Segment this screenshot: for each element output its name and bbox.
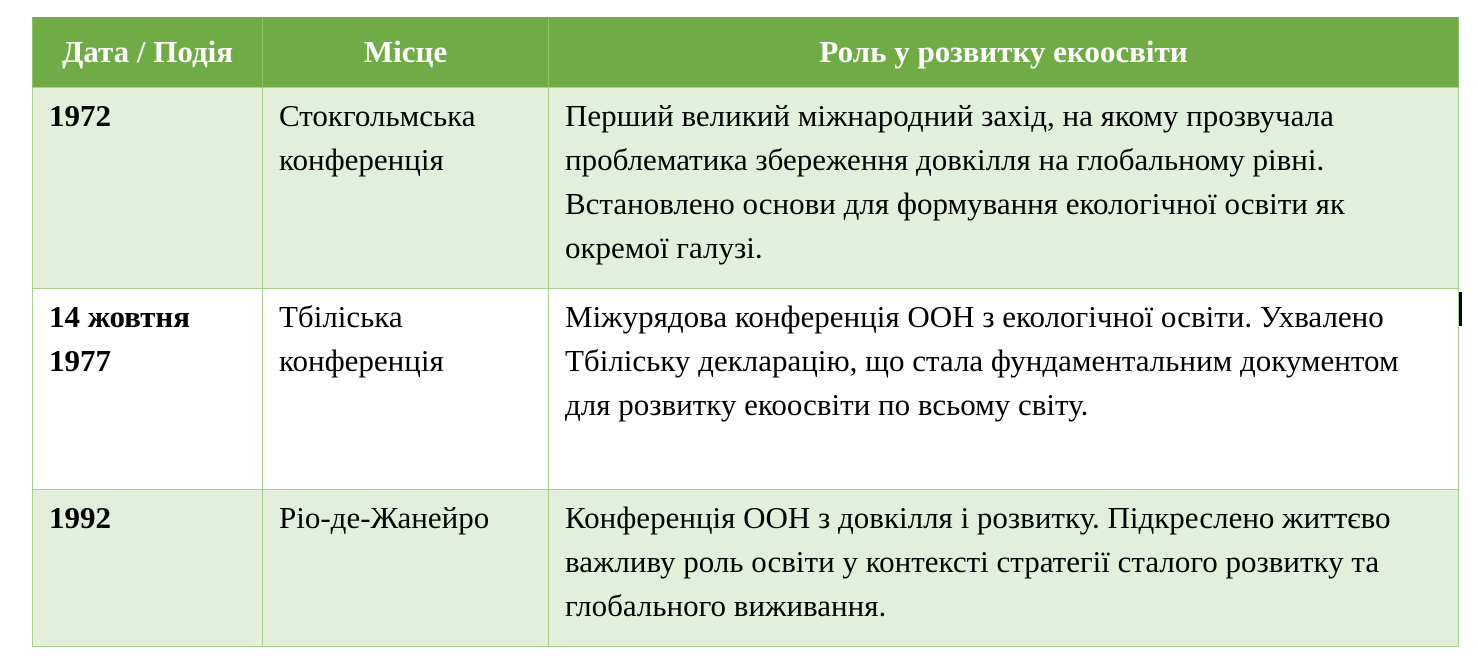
row-role: Міжурядова конференція ООН з екологічної освіти. Ухвалено Тбіліську декларацію, що стала фундаментальним документом для розвитку екоосвіти по всьому світу.	[549, 289, 1459, 490]
row-date: 1992	[33, 490, 263, 647]
header-date-event: Дата / Подія	[33, 17, 263, 88]
row-role: Перший великий міжнародний захід, на якому прозвучала проблематика збереження довкілля на глобальному рівні. Встановлено основи для формування екологічної освіти як окремої галузі.	[549, 88, 1459, 289]
row-place: Тбіліська конференція	[263, 289, 549, 490]
row-role: Конференція ООН з довкілля і розвитку. Підкреслено життєво важливу роль освіти у контексті стратегії сталого розвитку та глобального виживання.	[549, 490, 1459, 647]
eco-education-table	[32, 17, 1459, 647]
header-role: Роль у розвитку екоосвіти	[549, 17, 1459, 88]
header-place: Місце	[263, 17, 549, 88]
row-place: Ріо-де-Жанейро	[263, 490, 549, 647]
row-place: Стокгольмська конференція	[263, 88, 549, 289]
row-date: 14 жовтня 1977	[33, 289, 263, 490]
row-date: 1972	[33, 88, 263, 289]
table-row	[33, 289, 1459, 490]
table-header-row	[33, 17, 1459, 88]
table-row	[33, 490, 1459, 647]
text-cursor	[1459, 292, 1462, 326]
table-row	[33, 88, 1459, 289]
